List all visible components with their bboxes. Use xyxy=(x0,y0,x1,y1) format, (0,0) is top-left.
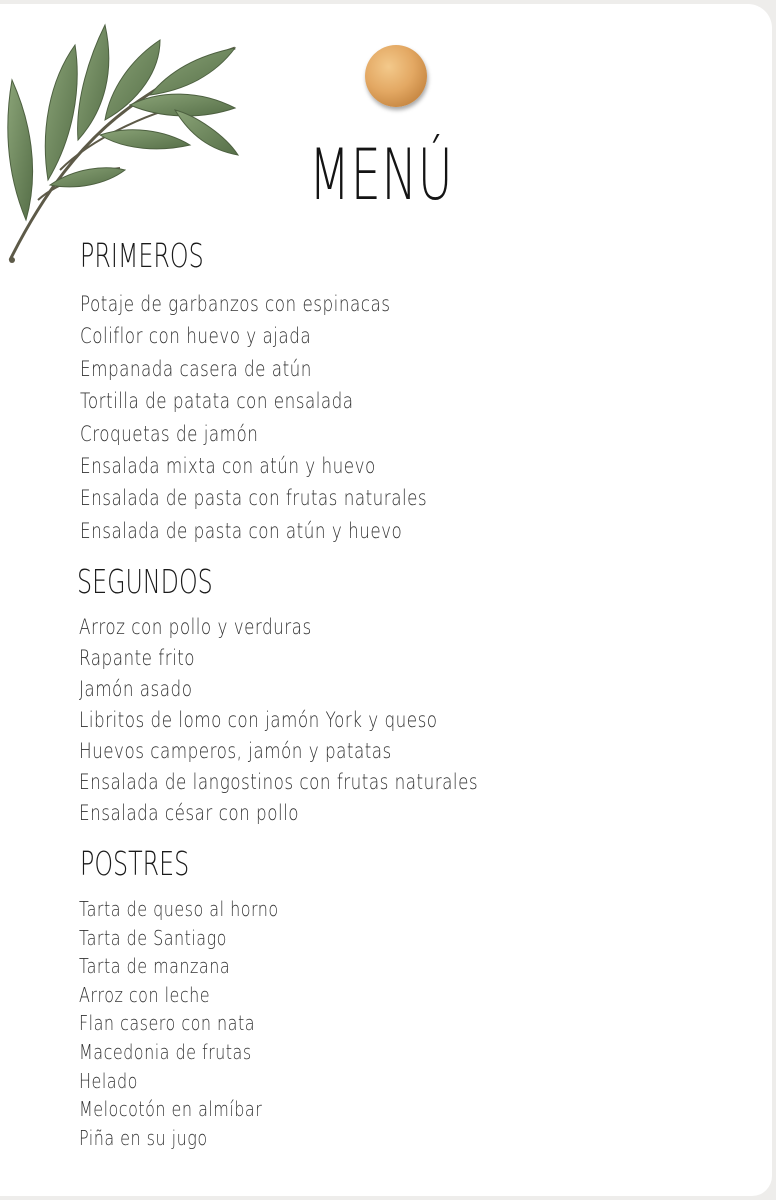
menu-card xyxy=(0,4,772,1196)
list-item: Helado xyxy=(79,1068,138,1093)
list-item: Flan casero con nata xyxy=(79,1011,255,1036)
segundos-list xyxy=(79,612,578,829)
list-item: Libritos de lomo con jamón York y queso xyxy=(79,708,438,732)
olive-branch-icon xyxy=(0,10,250,270)
list-item: Tarta de manzana xyxy=(79,954,231,979)
list-item: Tarta de Santiago xyxy=(79,925,227,950)
section-title-segundos: SEGUNDOS xyxy=(77,562,213,601)
list-item: Ensalada de pasta con atún y huevo xyxy=(80,518,403,543)
list-item: Coliflor con huevo y ajada xyxy=(80,324,312,349)
list-item: Huevos camperos, jamón y patatas xyxy=(79,739,392,763)
list-item: Arroz con pollo y verduras xyxy=(79,615,312,639)
list-item: Empanada casera de atún xyxy=(80,356,312,381)
list-item: Croquetas de jamón xyxy=(80,421,259,446)
list-item: Arroz con leche xyxy=(79,982,211,1007)
list-item: Tortilla de patata con ensalada xyxy=(80,389,354,414)
gold-pin-icon xyxy=(365,45,427,107)
postres-list xyxy=(79,895,329,1152)
list-item: Jamón asado xyxy=(79,677,193,701)
list-item: Rapante frito xyxy=(79,646,196,670)
list-item: Piña en su jugo xyxy=(79,1125,208,1150)
list-item: Ensalada de pasta con frutas naturales xyxy=(80,486,428,511)
section-title-postres: POSTRES xyxy=(80,844,190,883)
section-title-primeros: PRIMEROS xyxy=(80,236,204,275)
list-item: Ensalada de langostinos con frutas naturales xyxy=(79,770,479,794)
list-item: Ensalada mixta con atún y huevo xyxy=(80,453,376,478)
list-item: Macedonia de frutas xyxy=(79,1039,252,1064)
list-item: Tarta de queso al horno xyxy=(79,897,279,921)
list-item: Potaje de garbanzos con espinacas xyxy=(80,292,391,316)
menu-title: MENÚ xyxy=(309,134,454,216)
list-item: Ensalada césar con pollo xyxy=(79,801,300,825)
primeros-list xyxy=(80,288,514,547)
list-item: Melocotón en almíbar xyxy=(79,1097,263,1122)
